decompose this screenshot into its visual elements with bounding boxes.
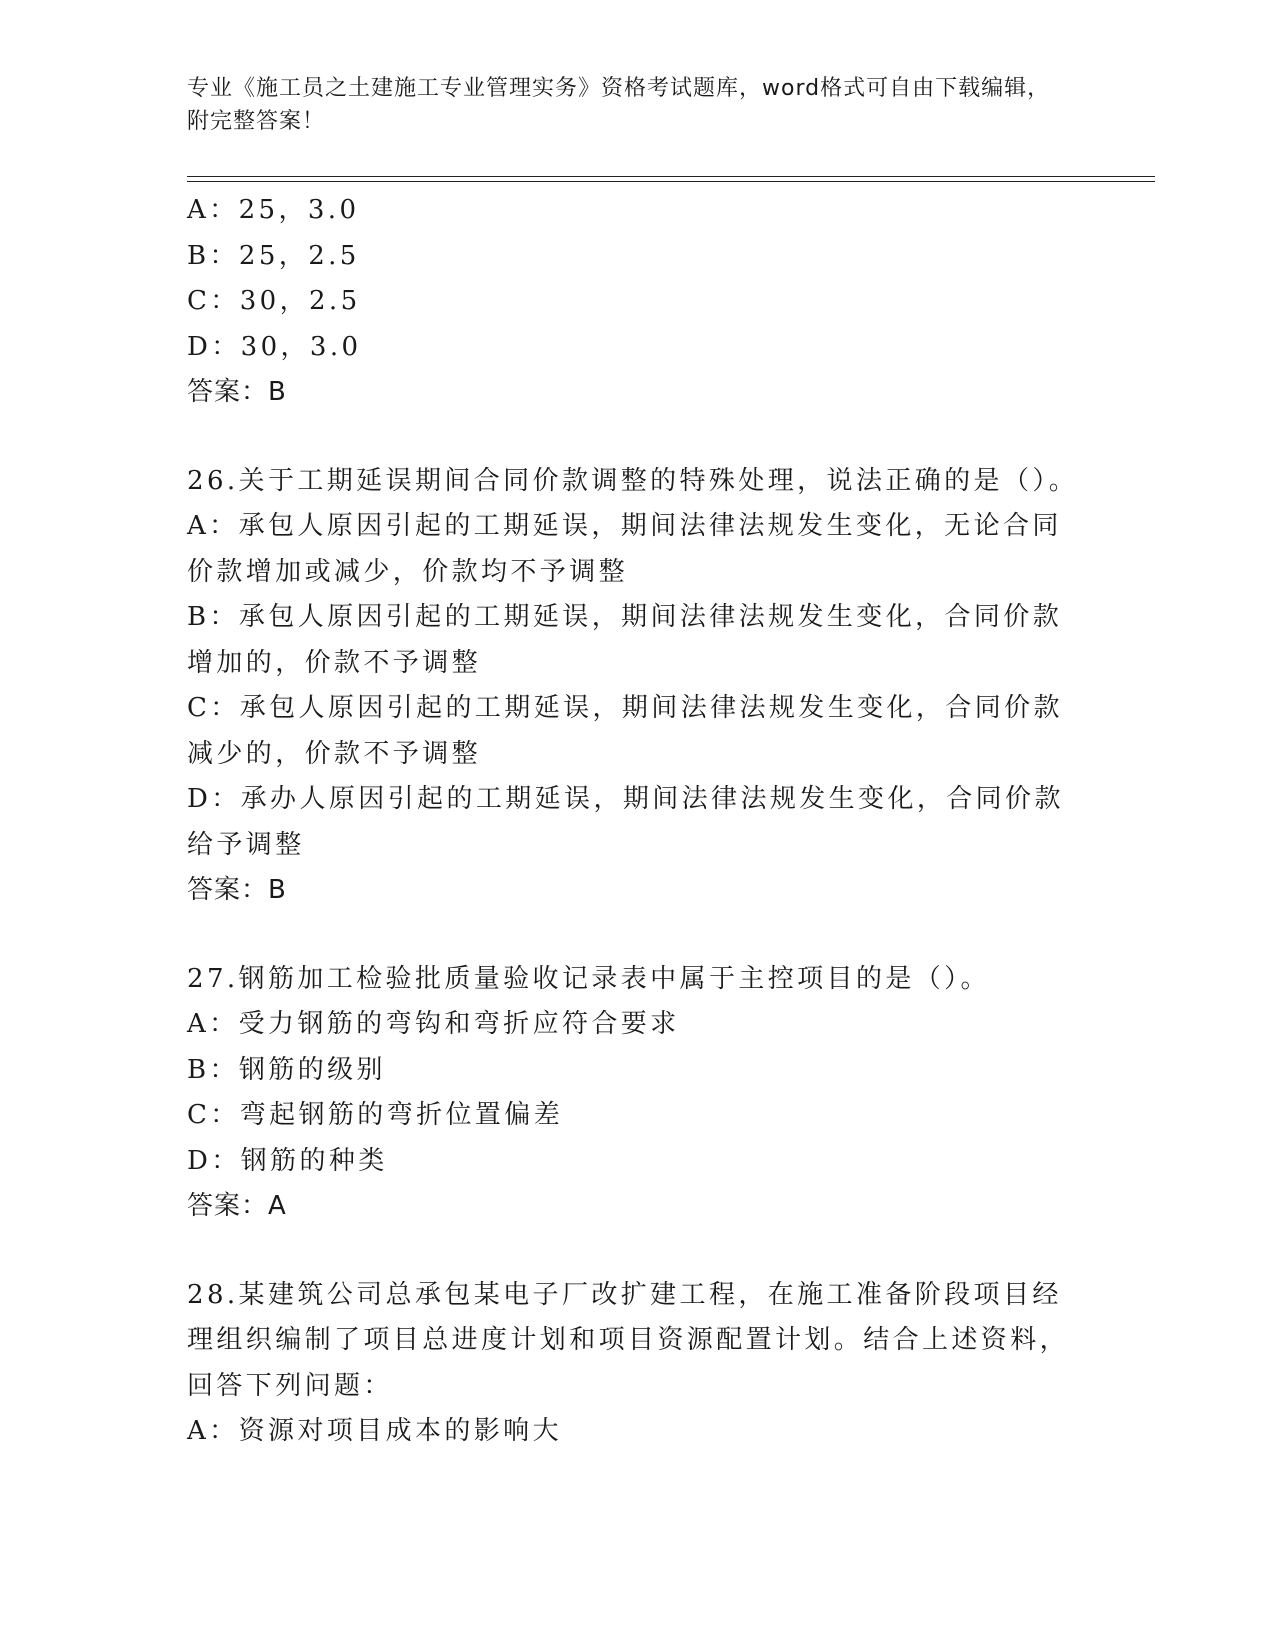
question-block-28 — [187, 1273, 1077, 1455]
header-rule-bottom — [187, 181, 1155, 182]
question-content — [187, 188, 1077, 1455]
option-b: B：钢筋的级别 — [187, 1054, 386, 1085]
option-d: D：承办人原因引起的工期延误，期间法律法规发生变化，合同价款给予调整 — [187, 784, 1064, 860]
question-block-27 — [187, 957, 1077, 1230]
answer: 答案：B — [187, 875, 287, 905]
option-c: C：弯起钢筋的弯折位置偏差 — [187, 1100, 564, 1130]
option-a: A：25，3.0 — [187, 195, 360, 225]
option-c: C：30，2.5 — [187, 286, 361, 316]
option-d: D：钢筋的种类 — [187, 1145, 388, 1176]
option-b: B：25，2.5 — [187, 240, 360, 271]
question-block-25 — [187, 188, 1077, 416]
question-text: 27.钢筋加工检验批质量验收记录表中属于主控项目的是（）。 — [187, 963, 990, 994]
option-a: A：资源对项目成本的影响大 — [187, 1416, 562, 1446]
answer: 答案：B — [187, 377, 287, 407]
option-d: D：30，3.0 — [187, 331, 362, 362]
option-a: A：受力钢筋的弯钩和弯折应符合要求 — [187, 1009, 680, 1039]
question-text: 26.关于工期延误期间合同价款调整的特殊处理，说法正确的是（）。 — [187, 465, 1079, 496]
answer: 答案：A — [187, 1191, 287, 1221]
header-rule-top — [187, 176, 1155, 177]
header-text: 专业《施工员之土建施工专业管理实务》资格考试题库，word格式可自由下载编辑，附完整答案！ — [187, 76, 1051, 134]
option-b: B：承包人原因引起的工期延误，期间法律法规发生变化，合同价款增加的，价款不予调整 — [187, 602, 1063, 678]
option-c: C：承包人原因引起的工期延误，期间法律法规发生变化，合同价款减少的，价款不予调整 — [187, 693, 1063, 769]
document-header — [187, 72, 1067, 138]
question-block-26 — [187, 459, 1077, 914]
question-text: 28.某建筑公司总承包某电子厂改扩建工程，在施工准备阶段项目经理组织编制了项目总进度计划和项目资源配置计划。结合上述资料，回答下列问题： — [187, 1279, 1070, 1401]
option-a: A：承包人原因引起的工期延误，期间法律法规发生变化，无论合同价款增加或减少，价款均不予调整 — [187, 511, 1062, 587]
